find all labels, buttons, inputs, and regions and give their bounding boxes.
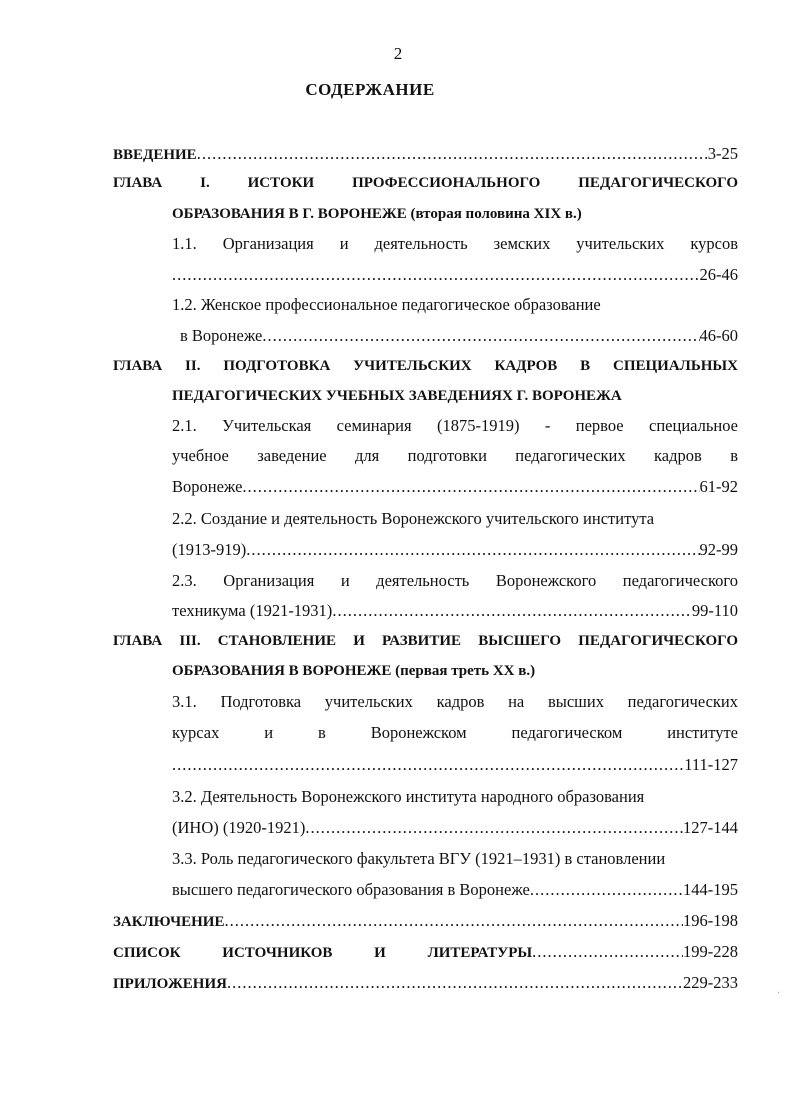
toc-entry-title: ВВЕДЕНИЕ [113, 147, 197, 163]
toc-section-2-3-line-2[interactable] [172, 599, 738, 623]
toc-section-1-2-line-1[interactable]: 1.2. Женское профессиональное педагогическое образование [172, 295, 601, 314]
toc-entry-pages: 229-233 [683, 973, 738, 992]
toc-entry-pages: 92-99 [699, 540, 738, 559]
toc-section-2-1-line-1[interactable]: 2.1. Учительская семинария (1875-1919) - первое специальное [172, 416, 738, 435]
dot-leader [532, 940, 683, 964]
toc-entry-pages: 26-46 [699, 265, 738, 284]
toc-section-3-2-line-2[interactable] [172, 816, 738, 840]
toc-section-1-2-line-2[interactable] [180, 324, 738, 348]
scan-mark: · [777, 988, 781, 999]
toc-entry-title: СПИСОК ИСТОЧНИКОВ И ЛИТЕРАТУРЫ [113, 945, 533, 961]
page-title: СОДЕРЖАНИЕ [305, 80, 435, 99]
dot-leader [224, 909, 683, 933]
dot-leader [197, 142, 708, 166]
toc-section-3-2-line-1[interactable]: 3.2. Деятельность Воронежского института народного образования [172, 787, 645, 806]
toc-section-3-1-line-1[interactable]: 3.1. Подготовка учительских кадров на высших педагогических [172, 692, 738, 711]
toc-entry-title: ПРИЛОЖЕНИЯ [113, 976, 227, 992]
toc-section-2-1-line-2[interactable]: учебное заведение для подготовки педагогических кадров в [172, 446, 738, 465]
toc-entry-sources[interactable] [113, 940, 738, 964]
toc-entry-pages: 144-195 [683, 880, 738, 899]
dot-leader [262, 324, 699, 348]
toc-section-2-2-line-2[interactable] [172, 538, 738, 562]
toc-section-3-1-line-3[interactable] [172, 753, 738, 777]
toc-section-2-1-line-3[interactable] [172, 475, 738, 499]
toc-entry-conclusion[interactable] [113, 909, 738, 933]
toc-section-1-1-line-2[interactable] [172, 263, 738, 287]
toc-entry-pages: 111-127 [684, 755, 738, 774]
toc-entry-title: Воронеже [172, 477, 243, 496]
toc-section-1-1-line-1[interactable]: 1.1. Организация и деятельность земских учительских курсов [172, 234, 738, 253]
toc-section-2-3-line-1[interactable]: 2.3. Организация и деятельность Воронежского педагогического [172, 571, 738, 590]
toc-entry-introduction[interactable] [113, 142, 738, 166]
toc-entry-title: ЗАКЛЮЧЕНИЕ [113, 914, 225, 930]
toc-entry-appendices[interactable] [113, 971, 738, 995]
toc-entry-pages: 3-25 [707, 144, 738, 163]
dot-leader [172, 753, 684, 777]
toc-entry-pages: 199-228 [683, 942, 738, 961]
dot-leader [246, 538, 699, 562]
toc-section-3-3-line-1[interactable]: 3.3. Роль педагогического факультета ВГУ (1921–1931) в становлении [172, 849, 666, 868]
toc-entry-title: (1913-919) [172, 540, 247, 559]
toc-entry-title: в Воронеже [180, 326, 263, 345]
toc-entry-title: высшего педагогического образования в Воронеже [172, 880, 530, 899]
toc-entry-pages: 127-144 [683, 818, 738, 837]
toc-entry-pages: 61-92 [699, 477, 738, 496]
dot-leader [227, 971, 683, 995]
toc-chapter-1-line-1[interactable]: ГЛАВА I. ИСТОКИ ПРОФЕССИОНАЛЬНОГО ПЕДАГОГИЧЕСКОГО [113, 175, 738, 191]
toc-entry-pages: 46-60 [699, 326, 738, 345]
toc-chapter-2-line-2[interactable]: ПЕДАГОГИЧЕСКИХ УЧЕБНЫХ ЗАВЕДЕНИЯХ Г. ВОРОНЕЖА [172, 388, 622, 404]
dot-leader [172, 263, 700, 287]
toc-section-2-2-line-1[interactable]: 2.2. Создание и деятельность Воронежского учительского института [172, 509, 655, 528]
toc-entry-pages: 196-198 [683, 911, 738, 930]
toc-chapter-3-line-1[interactable]: ГЛАВА III. СТАНОВЛЕНИЕ И РАЗВИТИЕ ВЫСШЕГО ПЕДАГОГИЧЕСКОГО [113, 633, 738, 649]
toc-chapter-1-line-2[interactable]: ОБРАЗОВАНИЯ В Г. ВОРОНЕЖЕ (вторая половина XIX в.) [172, 206, 582, 222]
toc-chapter-3-line-2[interactable]: ОБРАЗОВАНИЯ В ВОРОНЕЖЕ (первая треть XX в.) [172, 663, 536, 679]
toc-entry-title: техникума (1921-1931) [172, 601, 333, 620]
toc-section-3-3-line-2[interactable] [172, 878, 738, 902]
toc-section-3-1-line-2[interactable]: курсах и в Воронежском педагогическом институте [172, 723, 738, 742]
toc-entry-title: (ИНО) (1920-1921) [172, 818, 306, 837]
toc-chapter-2-line-1[interactable]: ГЛАВА II. ПОДГОТОВКА УЧИТЕЛЬСКИХ КАДРОВ В СПЕЦИАЛЬНЫХ [113, 358, 738, 374]
dot-leader [305, 816, 683, 840]
page-number: 2 [393, 44, 403, 63]
toc-entry-pages: 99-110 [691, 601, 738, 620]
dot-leader [530, 878, 683, 902]
dot-leader [332, 599, 692, 623]
dot-leader [242, 475, 699, 499]
